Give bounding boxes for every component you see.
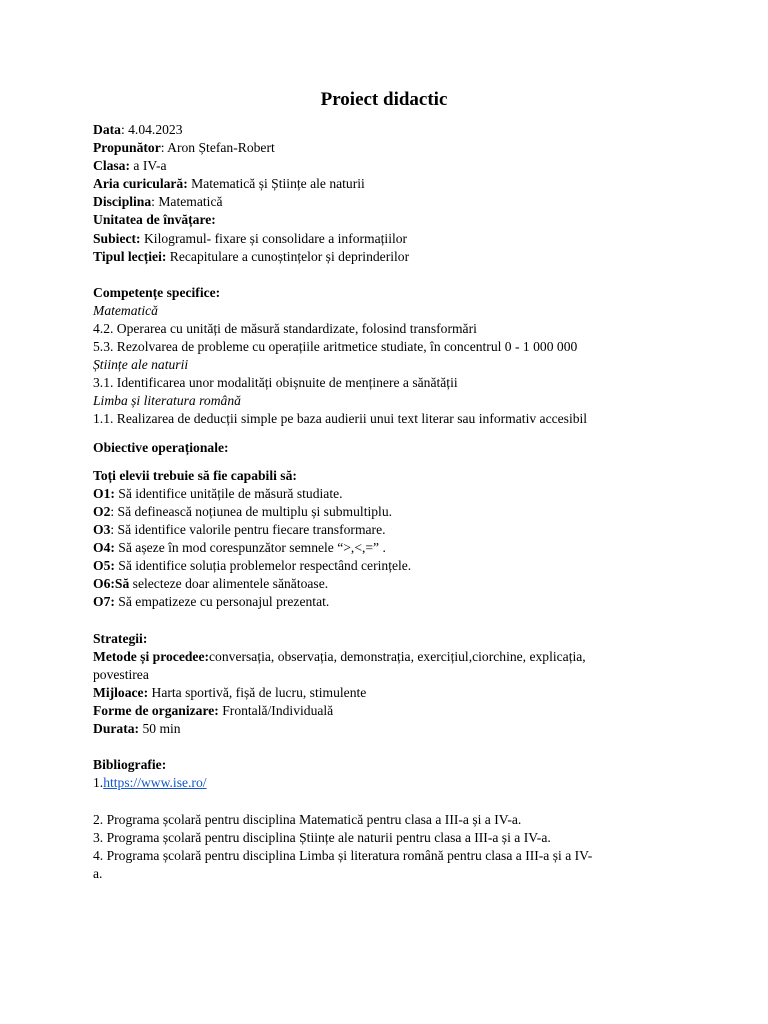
strategii-heading: Strategii: — [93, 631, 148, 646]
bibliografie-item: 4. Programa școlară pentru disciplina Limba și literatura română pentru clasa a III-a și a IV- — [93, 848, 593, 863]
disciplina-label: Disciplina — [93, 194, 152, 209]
data-row — [93, 121, 183, 139]
competenta-item: 4.2. Operarea cu unități de măsură standardizate, folosind transformări — [93, 321, 477, 336]
propunator-value: : Aron Ștefan-Robert — [160, 140, 275, 155]
clasa-value: a IV-a — [130, 158, 167, 173]
objective-code: O3 — [93, 522, 111, 537]
obiective-heading: Obiective operaționale: — [93, 440, 229, 455]
tipul-label: Tipul lecției: — [93, 249, 167, 264]
forme-row — [93, 702, 333, 720]
ise-link[interactable]: https://www.ise.ro/ — [103, 775, 207, 790]
clasa-row — [93, 157, 167, 175]
subiect-row — [93, 230, 407, 248]
disciplina-value: : Matematică — [151, 194, 223, 209]
metode-row — [93, 648, 586, 666]
aria-label: Aria curiculară: — [93, 176, 188, 191]
objective-item — [93, 503, 392, 521]
subiect-value: Kilogramul- fixare și consolidare a informațiilor — [140, 231, 408, 246]
objective-item — [93, 539, 386, 557]
competenta-item: 1.1. Realizarea de deducții simple pe baza audierii unui text literar sau informativ accesibil — [93, 411, 588, 426]
bibliografie-item: 3. Programa școlară pentru disciplina Științe ale naturii pentru clasa a III-a și a IV-a. — [93, 830, 551, 845]
competente-subject-romana: Limba și literatura română — [93, 393, 241, 408]
forme-value: Frontală/Individuală — [218, 703, 334, 718]
objective-item — [93, 485, 343, 503]
bibliografie-item-number: 1. — [93, 775, 104, 790]
tipul-value: Recapitulare a cunoștințelor și deprinderilor — [166, 249, 410, 264]
mijloace-row — [93, 684, 366, 702]
competente-heading: Competențe specifice: — [93, 285, 221, 300]
durata-label: Durata: — [93, 721, 140, 736]
metode-value-continued: povestirea — [93, 667, 149, 682]
objective-item — [93, 575, 328, 593]
objective-item — [93, 521, 386, 539]
unitatea-label: Unitatea de învățare: — [93, 212, 216, 227]
competente-subject-stiinte: Științe ale naturii — [93, 357, 189, 372]
subiect-label: Subiect: — [93, 231, 141, 246]
bibliografie-heading: Bibliografie: — [93, 757, 167, 772]
bibliografie-item — [93, 774, 207, 792]
propunator-label: Propunător — [93, 140, 161, 155]
document-title: Proiect didactic — [320, 89, 448, 110]
objective-code: O7: — [93, 594, 115, 609]
durata-value: 50 min — [139, 721, 181, 736]
objective-code: O2 — [93, 504, 111, 519]
objective-text: selecteze doar alimentele sănătoase. — [129, 576, 329, 591]
competenta-item: 5.3. Rezolvarea de probleme cu operațiile aritmetice studiate, în concentrul 0 - 1 000 000 — [93, 339, 578, 354]
objective-text: Să identifice unitățile de măsură studiate. — [114, 486, 343, 501]
objective-item — [93, 557, 411, 575]
metode-value: conversația, observația, demonstrația, exercițiul,ciorchine, explicația, — [209, 649, 586, 664]
aria-row — [93, 175, 365, 193]
objective-code: O5: — [93, 558, 115, 573]
objective-code: O6:Să — [93, 576, 130, 591]
forme-label: Forme de organizare: — [93, 703, 219, 718]
mijloace-value: Harta sportivă, fișă de lucru, stimulente — [148, 685, 367, 700]
objective-text: Să identifice soluția problemelor respectând cerințele. — [114, 558, 412, 573]
bibliografie-item-continued: a. — [93, 866, 103, 881]
competente-subject-matematica: Matematică — [93, 303, 158, 318]
durata-row — [93, 720, 181, 738]
objective-item — [93, 593, 329, 611]
objective-code: O1: — [93, 486, 115, 501]
mijloace-label: Mijloace: — [93, 685, 149, 700]
clasa-label: Clasa: — [93, 158, 131, 173]
objective-text: : Să identifice valorile pentru fiecare transformare. — [110, 522, 386, 537]
tipul-row — [93, 248, 409, 266]
objective-code: O4: — [93, 540, 115, 555]
obiective-intro: Toți elevii trebuie să fie capabili să: — [93, 468, 297, 483]
disciplina-row — [93, 193, 223, 211]
competenta-item: 3.1. Identificarea unor modalități obișnuite de menținere a sănătății — [93, 375, 458, 390]
propunator-row — [93, 139, 275, 157]
data-value: : 4.04.2023 — [120, 122, 183, 137]
objective-text: Să empatizeze cu personajul prezentat. — [114, 594, 330, 609]
aria-value: Matematică și Științe ale naturii — [187, 176, 365, 191]
data-label: Data — [93, 122, 121, 137]
bibliografie-item: 2. Programa școlară pentru disciplina Matematică pentru clasa a III-a și a IV-a. — [93, 812, 522, 827]
objective-text: Să așeze în mod corespunzător semnele “>,<,=” . — [114, 540, 386, 555]
metode-label: Metode și procedee: — [93, 649, 210, 664]
objective-text: : Să definească noțiunea de multiplu și submultiplu. — [110, 504, 393, 519]
